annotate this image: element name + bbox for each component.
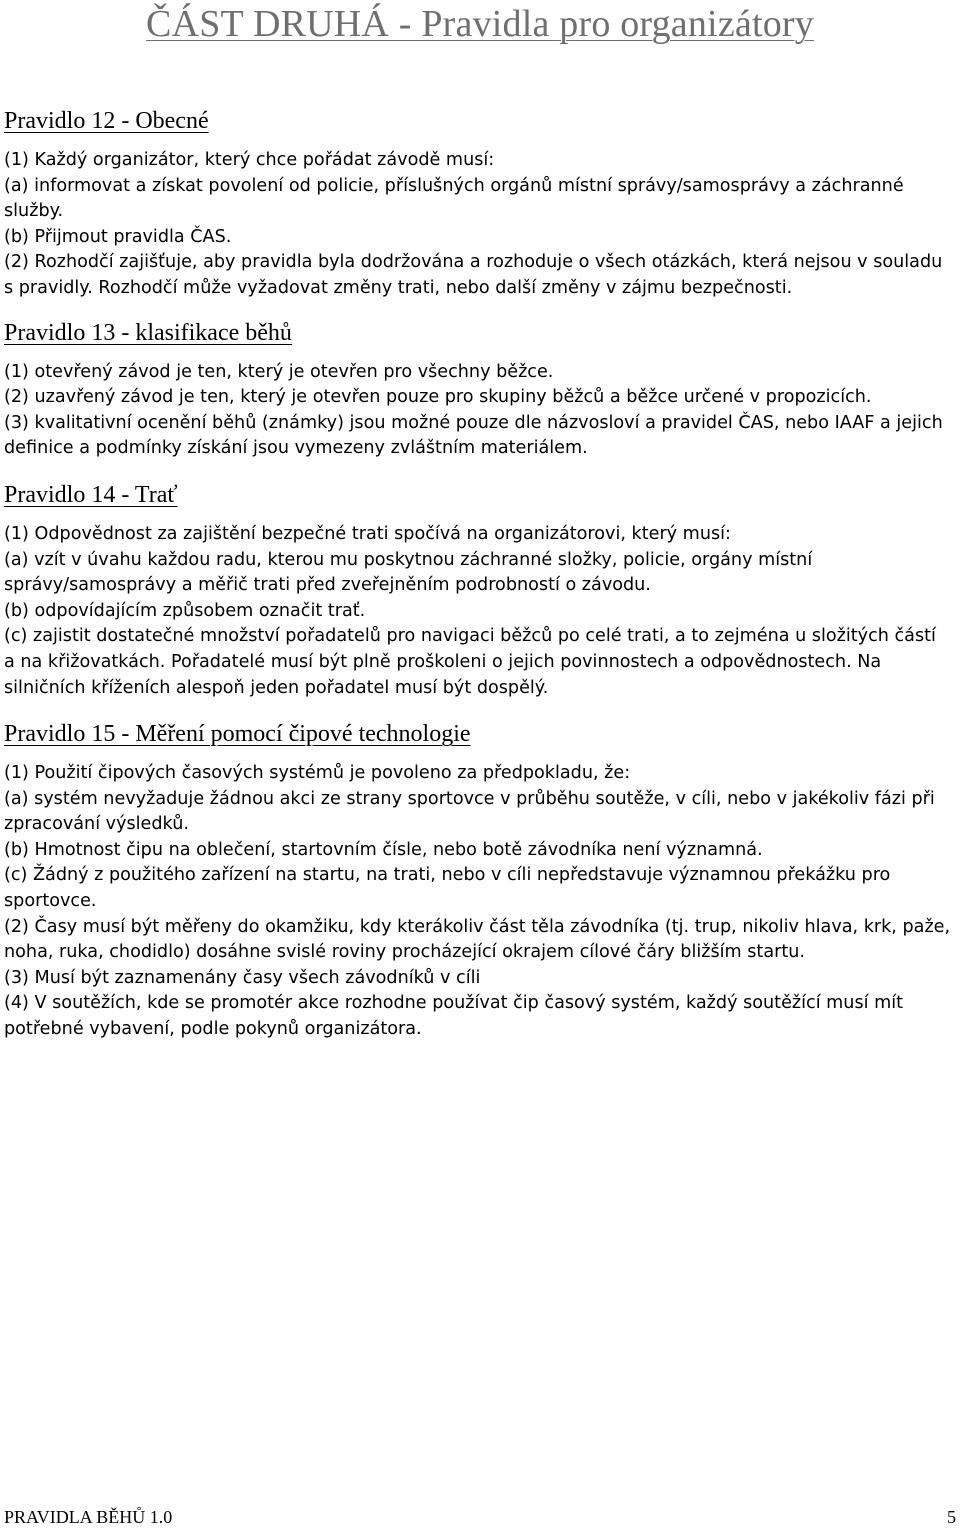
section-heading: Pravidlo 15 - Měření pomocí čipové technologie xyxy=(4,721,471,748)
page-number: 5 xyxy=(947,1507,956,1527)
section-rule-13 xyxy=(4,318,952,462)
section-heading: Pravidlo 14 - Trať xyxy=(4,481,178,508)
paragraph: (b) odpovídajícím způsobem označit trať. xyxy=(4,600,366,621)
section-heading: Pravidlo 12 - Obecné xyxy=(4,108,209,134)
page-footer xyxy=(4,1506,956,1528)
section-rule-14 xyxy=(4,480,952,701)
paragraph: (a) informovat a získat povolení od policie, příslušných orgánů místní správy/samosprávy a záchranné služby. xyxy=(4,175,904,222)
paragraph: (1) Každý organizátor, který chce pořádat závodě musí: xyxy=(4,150,495,170)
footer-document-name: PRAVIDLA BĚHŮ 1.0 xyxy=(4,1507,173,1527)
paragraph: (2) Časy musí být měřeny do okamžiku, kdy kterákoliv část těla závodníka (tj. trup, nikoliv hlava, krk, paže, noha, ruka, chodidlo) dosáhne svislé roviny procházející okrajem cílové čáry bližším startu. xyxy=(4,916,951,963)
paragraph: (a) systém nevyžaduje žádnou akci ze strany sportovce v průběhu soutěže, v cíli, nebo v jakékoliv fázi při zpracování výsledků. xyxy=(4,788,935,835)
paragraph: (4) V soutěžích, kde se promotér akce rozhodne používat čip časový systém, každý soutěžící musí mít potřebné vybavení, podle pokynů organizátora. xyxy=(4,993,904,1040)
paragraph: (2) uzavřený závod je ten, který je otevřen pouze pro skupiny běžců a běžce určené v propozicích. xyxy=(4,387,872,408)
section-heading: Pravidlo 13 - klasifikace běhů xyxy=(4,319,292,346)
section-rule-15 xyxy=(4,719,952,1043)
paragraph: (c) zajistit dostatečné množství pořadatelů pro navigaci běžců po celé trati, a to zejména u složitých částí a na křižovatkách. Pořadatelé musí být plně proškoleni o jejich povinnostech a odpovědnostech. Na silničních kříženích alespoň jeden pořadatel musí být dospělý. xyxy=(4,626,936,698)
page-title: ČÁST DRUHÁ - Pravidla pro organizátory xyxy=(146,3,814,45)
paragraph: (b) Přijmout pravidla ČAS. xyxy=(4,226,232,247)
section-rule-12 xyxy=(4,106,952,302)
paragraph: (b) Hmotnost čipu na oblečení, startovním čísle, nebo botě závodníka není významná. xyxy=(4,839,763,860)
paragraph: (1) otevřený závod je ten, který je otevřen pro všechny běžce. xyxy=(4,361,554,382)
paragraph: (c) Žádný z použitého zařízení na startu, na trati, nebo v cíli nepředstavuje významnou překážku pro sportovce. xyxy=(4,865,891,912)
paragraph: (1) Odpovědnost za zajištění bezpečné trati spočívá na organizátorovi, který musí: xyxy=(4,523,731,544)
paragraph: (1) Použití čipových časových systémů je povoleno za předpokladu, že: xyxy=(4,763,631,784)
paragraph: (a) vzít v úvahu každou radu, kterou mu poskytnou záchranné složky, policie, orgány místní správy/samosprávy a měřič trati před zveřejněním podrobností o závodu. xyxy=(4,549,813,596)
document-body xyxy=(4,106,952,1043)
paragraph: (3) kvalitativní ocenění běhů (známky) jsou možné pouze dle názvosloví a pravidel ČAS, nebo IAAF a jejich definice a podmínky získání jsou vymezeny zvláštním materiálem. xyxy=(4,412,943,459)
paragraph: (2) Rozhodčí zajišťuje, aby pravidla byla dodržována a rozhoduje o všech otázkách, která nejsou v souladu s pravidly. Rozhodčí může vyžadovat změny trati, nebo další změny v zájmu bezpečnosti. xyxy=(4,252,943,298)
paragraph: (3) Musí být zaznamenány časy všech závodníků v cíli xyxy=(4,967,481,988)
